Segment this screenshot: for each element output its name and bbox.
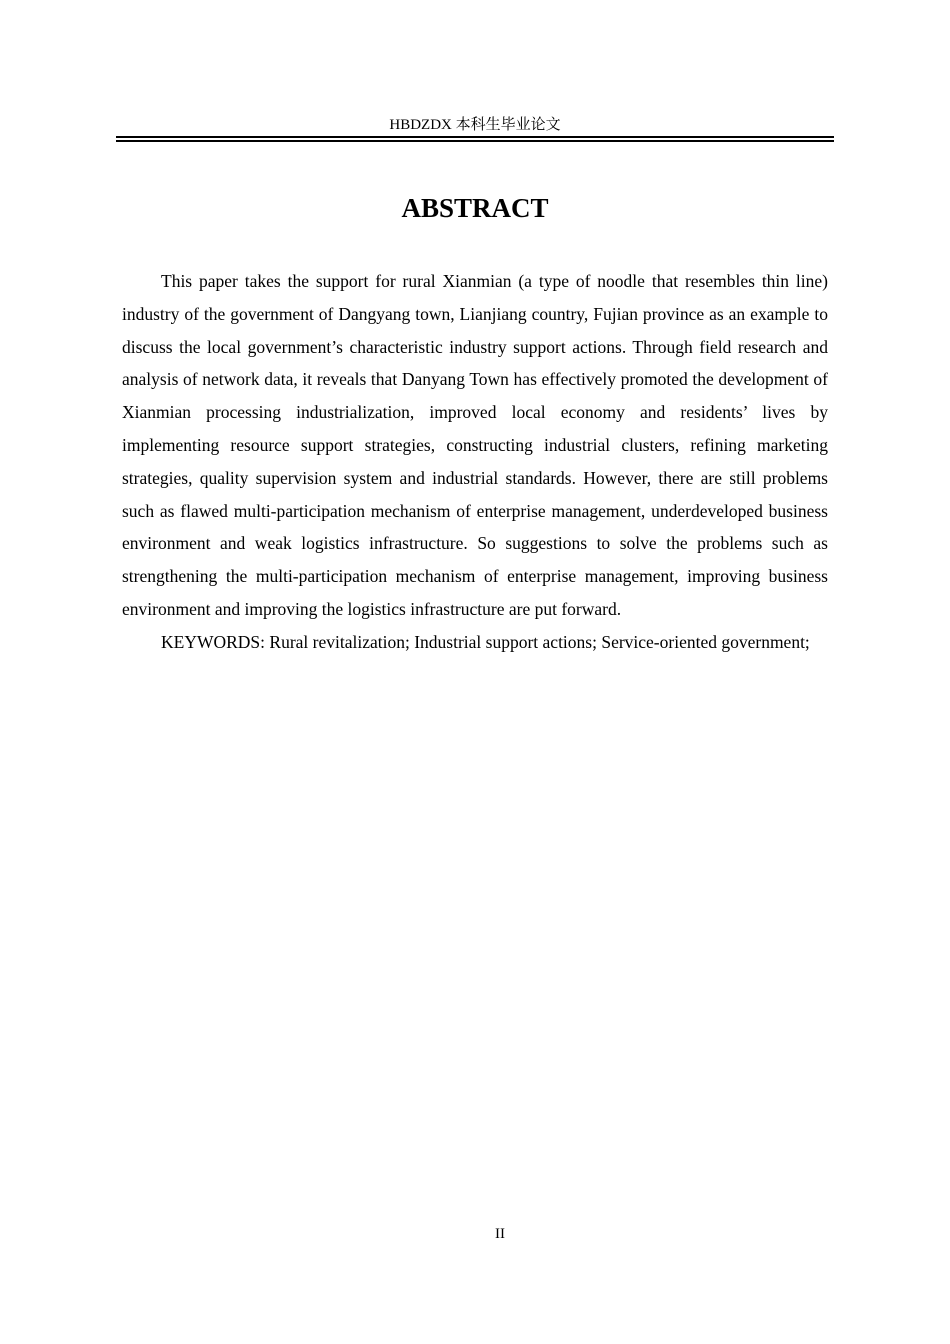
header-double-rule <box>116 136 834 142</box>
page-number: II <box>495 1226 505 1242</box>
abstract-body <box>122 265 828 659</box>
abstract-paragraph: This paper takes the support for rural Xianmian (a type of noodle that resembles thin line) industry of the government of Dangyang town, Lianjiang country, Fujian province as an example to discuss the local government’s characteristic industry support actions. Through field research and analysis of network data, it reveals that Danyang Town has effectively promoted the development of Xianmian processing industrialization, improved local economy and residents’ lives by implementing resource support strategies, constructing industrial clusters, refining marketing strategies, quality supervision system and industrial standards. However, there are still problems such as flawed multi-participation mechanism of enterprise management, underdeveloped business environment and weak logistics infrastructure. So suggestions to solve the problems such as strengthening the multi-participation mechanism of enterprise management, improving business environment and improving the logistics infrastructure are put forward. <box>122 271 828 619</box>
page-header: HBDZDX 本科生毕业论文 <box>389 117 561 133</box>
keywords-paragraph: KEYWORDS: Rural revitalization; Industrial support actions; Service-oriented government; <box>161 631 810 652</box>
abstract-title: ABSTRACT <box>401 193 549 223</box>
